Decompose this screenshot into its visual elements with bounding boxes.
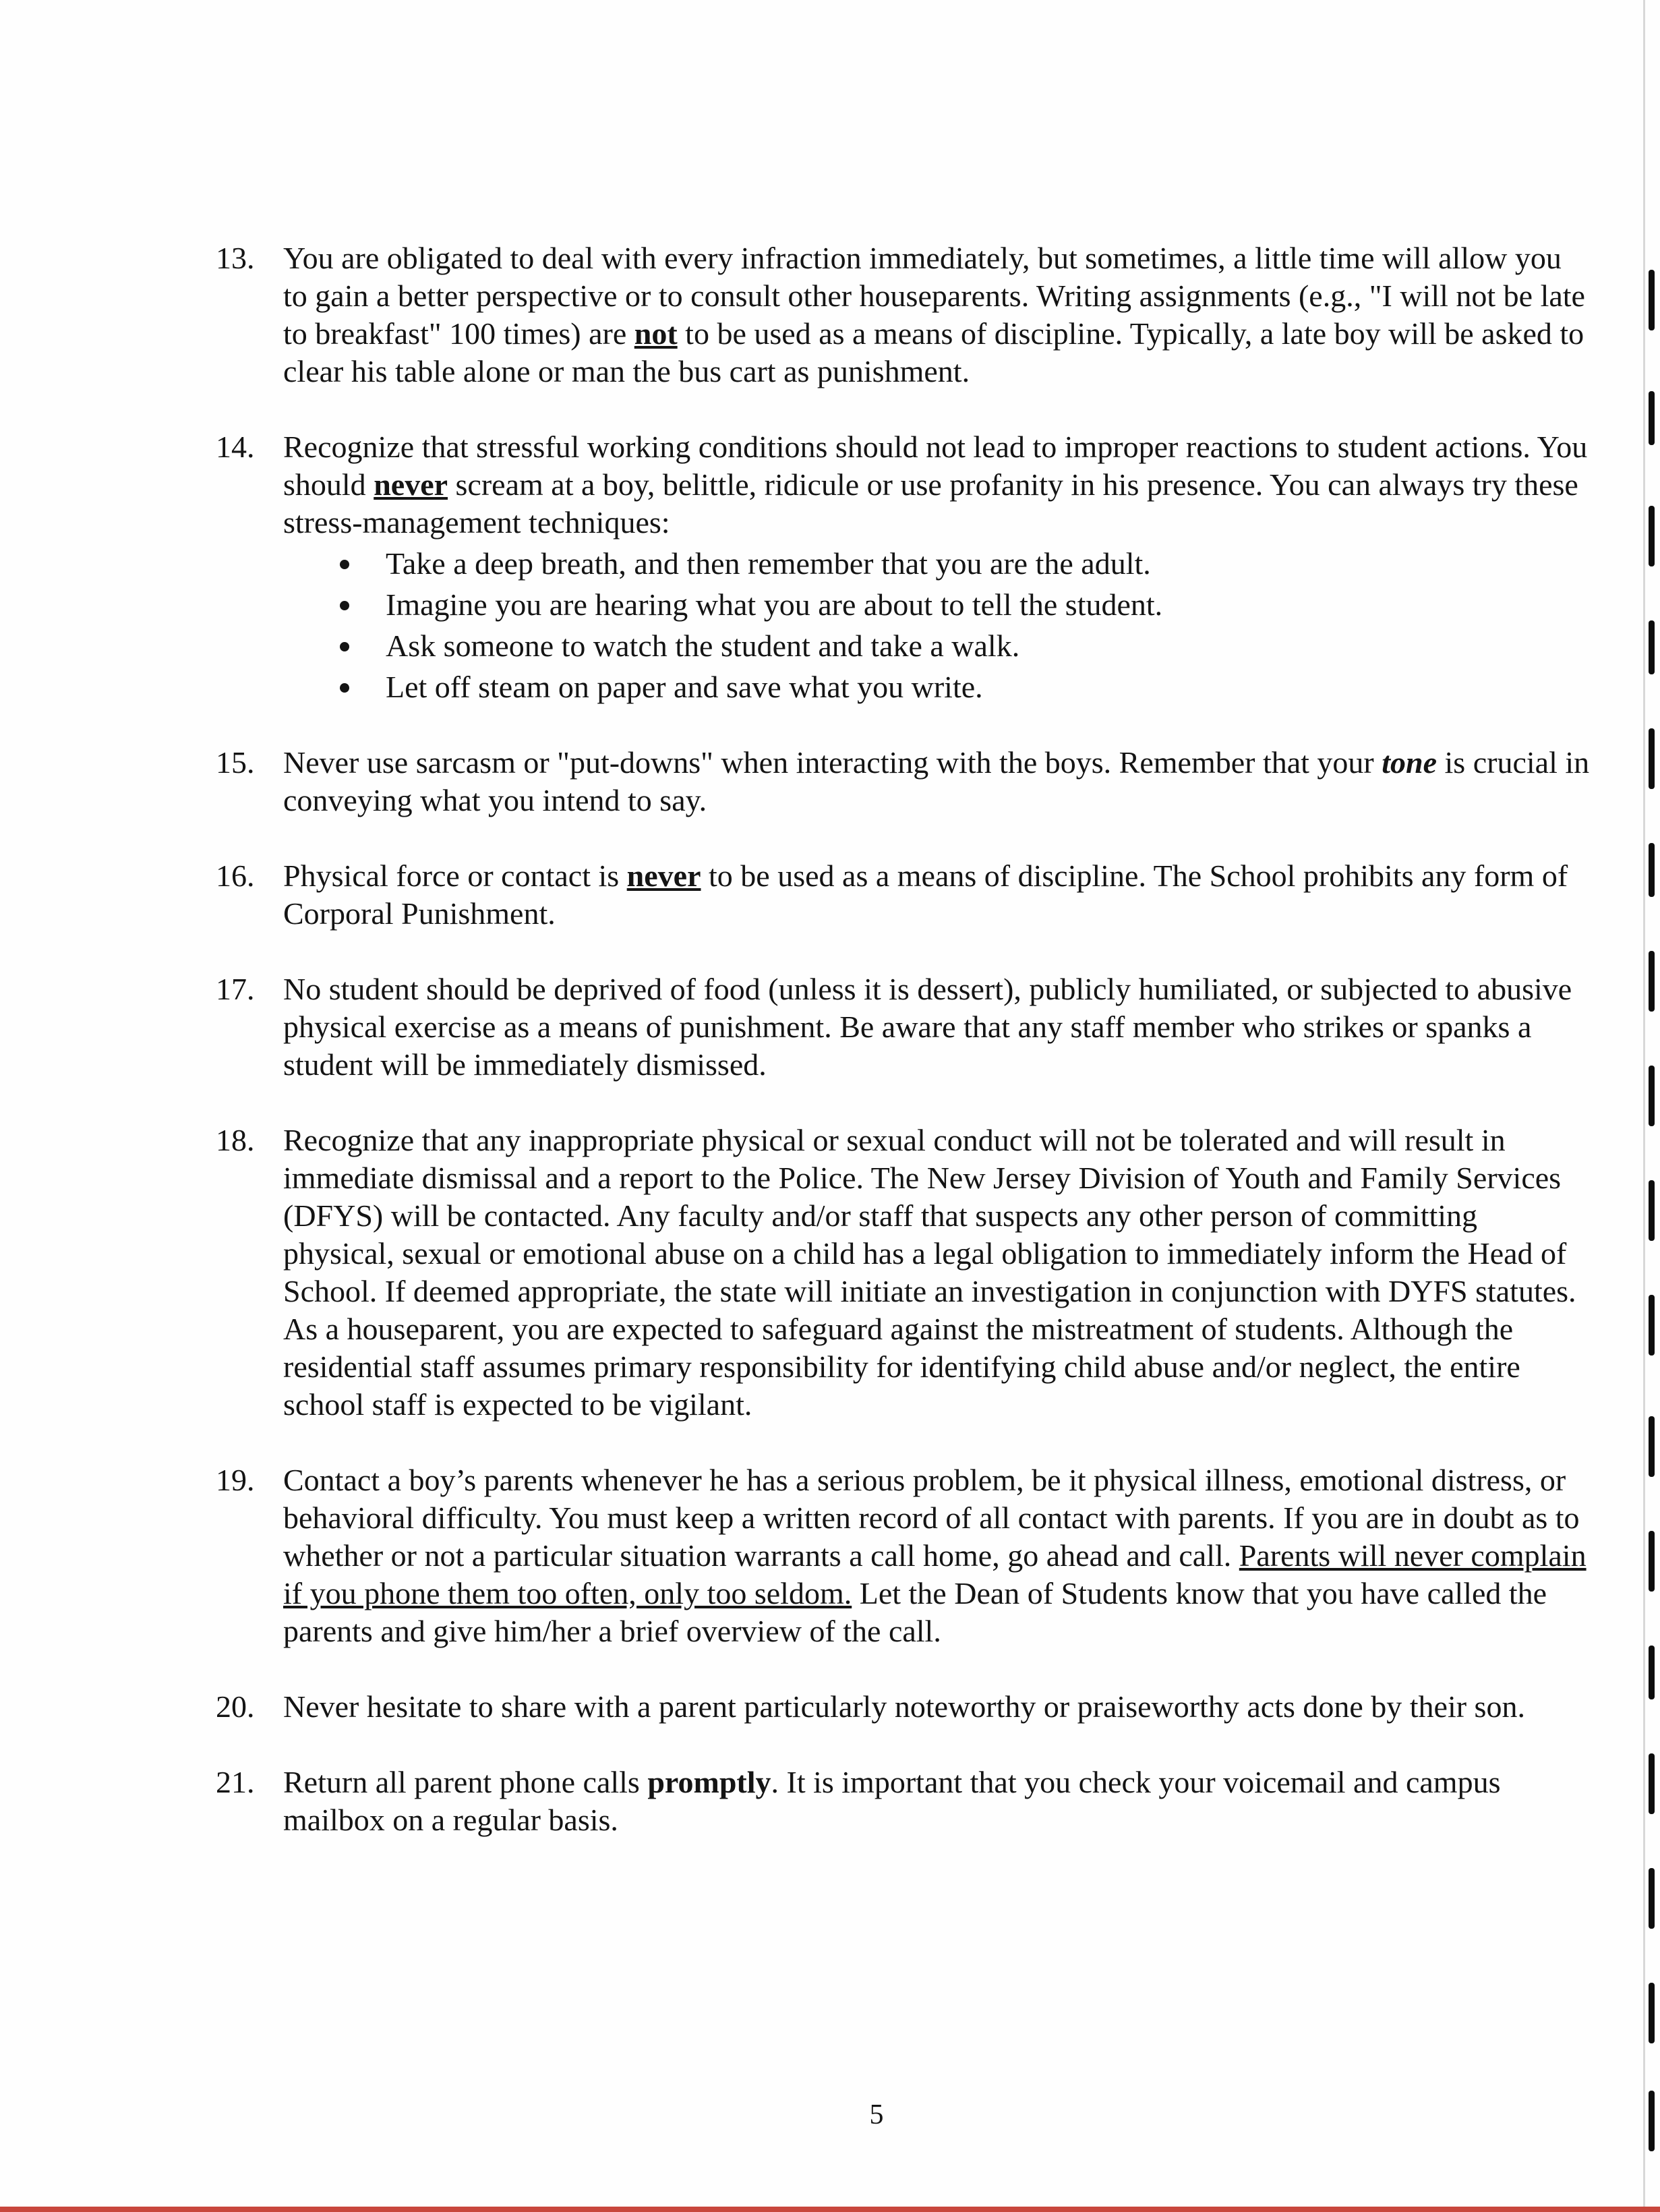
list-item-15 bbox=[216, 744, 1591, 819]
item-text: Never hesitate to share with a parent particularly noteworthy or praiseworthy acts done by their son. bbox=[283, 1689, 1525, 1724]
item-number: 16. bbox=[216, 858, 255, 893]
stress-techniques-list bbox=[283, 545, 1591, 706]
item-text: Let the Dean of Students know that you have called the parents and give him/her a brief overview of the call. bbox=[283, 1576, 1547, 1648]
binding-hole bbox=[1649, 391, 1655, 445]
binding-hole bbox=[1649, 1983, 1655, 2043]
list-item-19 bbox=[216, 1461, 1591, 1650]
item-text: Return all parent phone calls bbox=[283, 1765, 648, 1799]
page-bottom-edge bbox=[0, 2207, 1660, 2212]
emphasis-promptly: promptly bbox=[647, 1765, 771, 1799]
item-text: Never use sarcasm or "put-downs" when interacting with the boys. Remember that your bbox=[283, 745, 1382, 780]
item-text: No student should be deprived of food (unless it is dessert), publicly humiliated, or subjected to abusive physical exercise as a means of punishment. Be aware that any staff member who strikes or spanks a student will be immediately dismissed. bbox=[283, 972, 1572, 1082]
item-number: 13. bbox=[216, 241, 255, 275]
item-number: 20. bbox=[216, 1689, 255, 1724]
item-number: 17. bbox=[216, 972, 255, 1006]
binding-hole bbox=[1649, 728, 1655, 789]
emphasis-never: never bbox=[374, 467, 448, 502]
binding-hole bbox=[1649, 1646, 1655, 1699]
item-text: . It is important that you check your voicemail and campus mailbox on a regular basis. bbox=[283, 1765, 1501, 1837]
binding-hole bbox=[1649, 1416, 1655, 1477]
binding-hole bbox=[1649, 951, 1655, 1012]
list-item-16 bbox=[216, 857, 1591, 933]
item-number: 21. bbox=[216, 1765, 255, 1799]
page-number: 5 bbox=[869, 2099, 884, 2130]
bullet-item: Take a deep breath, and then remember that you are the adult. bbox=[340, 545, 1591, 583]
page-edge-line bbox=[1643, 0, 1645, 2212]
list-item-21 bbox=[216, 1764, 1591, 1839]
list-item-18 bbox=[216, 1122, 1591, 1424]
item-text: Contact a boy’s parents whenever he has a serious problem, be it physical illness, emotional distress, or behavioral difficulty. You must keep a written record of all contact with parents. If you are in doubt as to whether or not a particular situation warrants a call home, go ahead and call. bbox=[283, 1463, 1580, 1573]
item-text: Physical force or contact is bbox=[283, 858, 627, 893]
item-number: 19. bbox=[216, 1463, 255, 1497]
item-number: 18. bbox=[216, 1123, 255, 1157]
item-text: is crucial in conveying what you intend to say. bbox=[283, 745, 1590, 817]
binding-hole bbox=[1649, 1295, 1655, 1356]
item-text: Recognize that any inappropriate physical or sexual conduct will not be tolerated and will result in immediate dismissal and a report to the Police. The New Jersey Division of Youth and Family Services (DFYS) will be contacted. Any faculty and/or staff that suspects any other person of committing physical, sexual or emotional abuse on a child has a legal obligation to immediately inform the Head of School. If deemed appropriate, the state will initiate an investigation in conjunction with DYFS statutes. As a houseparent, you are expected to safeguard against the mistreatment of students. Although the residential staff assumes primary responsibility for identifying child abuse and/or neglect, the entire school staff is expected to be vigilant. bbox=[283, 1123, 1576, 1422]
emphasis-tone: tone bbox=[1382, 745, 1437, 780]
binding-hole bbox=[1649, 1066, 1655, 1126]
bullet-item: Ask someone to watch the student and take a walk. bbox=[340, 627, 1591, 665]
list-item-17 bbox=[216, 970, 1591, 1084]
list-item-13 bbox=[216, 239, 1591, 390]
list-item-20 bbox=[216, 1688, 1591, 1726]
item-number: 15. bbox=[216, 745, 255, 780]
binding-hole bbox=[1649, 1180, 1655, 1241]
item-text: scream at a boy, belittle, ridicule or use profanity in his presence. You can always try these stress-management techniques: bbox=[283, 467, 1578, 540]
list-item-14 bbox=[216, 428, 1591, 706]
emphasis-not: not bbox=[634, 316, 678, 351]
underlined-sentence: Parents will never complain if you phone them too often, only too seldom. bbox=[283, 1538, 1587, 1610]
binding-hole bbox=[1649, 843, 1655, 897]
bullet-item: Let off steam on paper and save what you write. bbox=[340, 668, 1591, 706]
bullet-item: Imagine you are hearing what you are about to tell the student. bbox=[340, 586, 1591, 624]
binding-hole bbox=[1649, 1753, 1655, 1814]
binding-hole bbox=[1649, 620, 1655, 674]
binding-edge bbox=[1640, 0, 1660, 2212]
emphasis-never: never bbox=[626, 858, 701, 893]
binding-hole bbox=[1649, 270, 1655, 330]
item-text: You are obligated to deal with every infraction immediately, but sometimes, a little time will allow you to gain a better perspective or to consult other houseparents. Writing assignments (e.g., "I will not be late to breakfast" 100 times) are bbox=[283, 241, 1585, 351]
item-text: to be used as a means of discipline. The School prohibits any form of Corporal Punishment. bbox=[283, 858, 1568, 931]
item-number: 14. bbox=[216, 430, 255, 464]
item-text: Recognize that stressful working conditions should not lead to improper reactions to student actions. You should bbox=[283, 430, 1588, 502]
binding-hole bbox=[1649, 506, 1655, 566]
item-text: to be used as a means of discipline. Typically, a late boy will be asked to clear his table alone or man the bus cart as punishment. bbox=[283, 316, 1584, 388]
numbered-list bbox=[216, 239, 1591, 1877]
binding-hole bbox=[1649, 1531, 1655, 1592]
binding-hole bbox=[1649, 2091, 1655, 2151]
binding-hole bbox=[1649, 1868, 1655, 1929]
